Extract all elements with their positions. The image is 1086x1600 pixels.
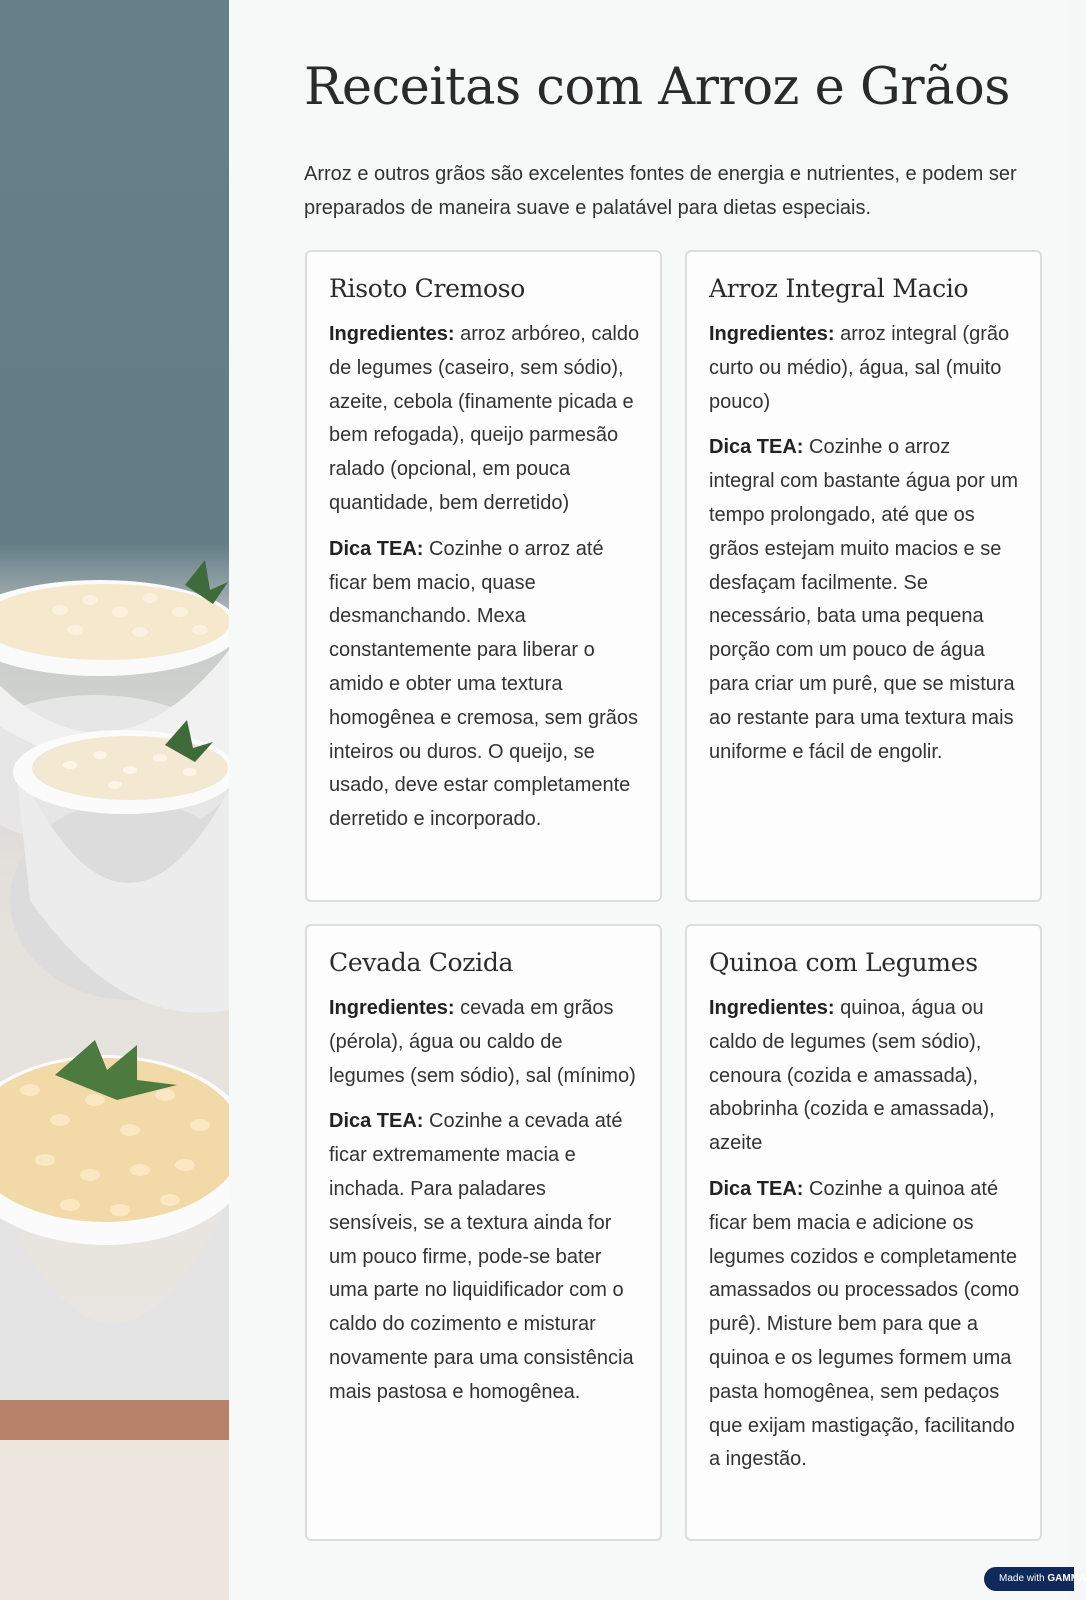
tip-text: Cozinhe o arroz até ficar bem macio, quase desmanchando. Mexa constantemente para liberar o amido e obter uma textura homogênea e cremosa, sem grãos inteiros ou duros. O queijo, se usado, deve estar completamente derretido e incorporado. [329, 537, 639, 831]
recipe-ingredients [329, 318, 640, 521]
ingredients-text: arroz arbóreo, caldo de legumes (caseiro, sem sódio), azeite, cebola (finamente picada e bem refogada), queijo parmesão ralado (opcional, em pouca quantidade, bem derretido) [329, 323, 640, 514]
recipe-card-arroz-integral [685, 250, 1042, 902]
ingredients-text: cevada em grãos (pérola), água ou caldo de legumes (sem sódio), sal (mínimo) [329, 997, 636, 1087]
ingredients-text: quinoa, água ou caldo de legumes (sem sódio), cenoura (cozida e amassada), abobrinha (cozida e amassada), azeite [709, 997, 995, 1155]
recipe-tip [329, 1105, 640, 1409]
intro-text: Arroz e outros grãos são excelentes fontes de energia e nutrientes, e podem ser preparados de maneira suave e palatável para dietas especiais. [304, 163, 1017, 219]
recipe-title: Risoto Cremoso [329, 274, 526, 303]
badge-prefix: Made with [999, 1573, 1045, 1584]
tip-label: Dica TEA: [709, 436, 804, 459]
main-content [229, 0, 1067, 1600]
tip-label: Dica TEA: [329, 1110, 424, 1133]
ingredients-label: Ingredientes: [709, 997, 835, 1019]
recipe-card-quinoa [685, 924, 1042, 1541]
recipe-ingredients [709, 318, 1020, 419]
recipe-ingredients [329, 992, 640, 1093]
tip-label: Dica TEA: [709, 1177, 804, 1200]
recipe-title: Cevada Cozida [329, 948, 514, 977]
ingredients-label: Ingredientes: [329, 997, 455, 1019]
recipe-title: Arroz Integral Macio [709, 274, 969, 303]
recipe-tip [709, 1173, 1020, 1477]
tip-label: Dica TEA: [329, 537, 424, 560]
recipe-card-risoto [305, 250, 662, 902]
recipe-title: Quinoa com Legumes [709, 948, 978, 977]
recipe-tip [329, 533, 640, 837]
tip-text: Cozinhe o arroz integral com bastante água por um tempo prolongado, até que os grãos estejam muito macios e se desfaçam facilmente. Se necessário, bata uma pequena porção com um pouco de água para criar um purê, que se mistura ao restante para uma textura mais uniforme e fácil de engolir. [709, 436, 1019, 763]
food-illustration [0, 0, 229, 1600]
recipe-card-cevada [305, 924, 662, 1541]
ingredients-label: Ingredientes: [709, 323, 835, 345]
rice-bowls-illustration [0, 0, 229, 1600]
ingredients-label: Ingredientes: [329, 323, 455, 345]
page-title: Receitas com Arroz e Grãos [304, 58, 1010, 117]
tip-text: Cozinhe a quinoa até ficar bem macia e adicione os legumes cozidos e completamente amassados ou processados (como purê). Misture bem para que a quinoa e os legumes formem uma pasta homogênea, sem pedaços que exijam mastigação, facilitando a ingestão. [709, 1177, 1020, 1471]
badge-brand: GAMMA [1047, 1573, 1086, 1584]
ingredients-text: arroz integral (grão curto ou médio), água, sal (muito pouco) [709, 323, 1010, 413]
tip-text: Cozinhe a cevada até ficar extremamente macia e inchada. Para paladares sensíveis, se a textura ainda for um pouco firme, pode-se bater uma parte no liquidificador com o caldo do cozimento e misturar novamente para uma consistência mais pastosa e homogênea. [329, 1110, 634, 1403]
made-with-badge[interactable] [984, 1567, 1086, 1591]
recipe-tip [709, 431, 1020, 769]
recipe-ingredients [709, 992, 1020, 1161]
